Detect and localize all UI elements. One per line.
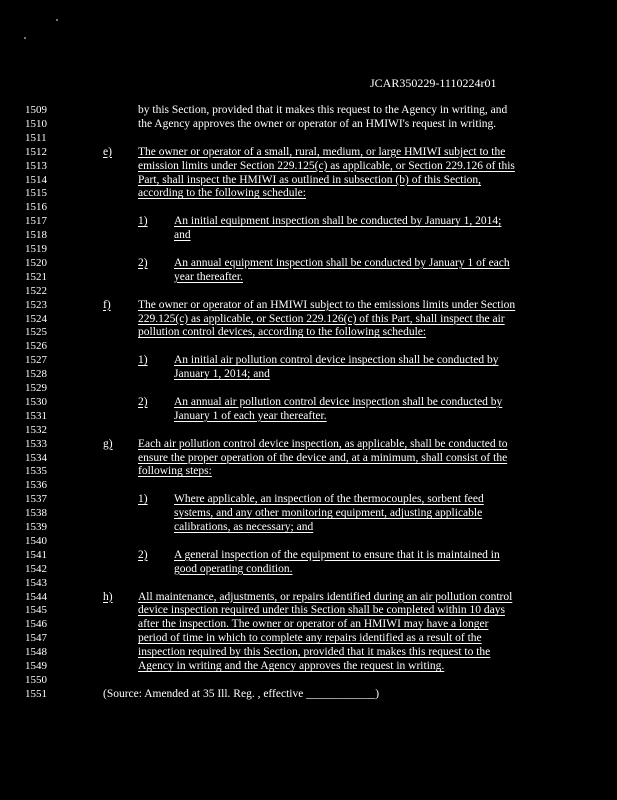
line-number: 1525 <box>25 326 47 339</box>
line-number: 1531 <box>25 409 47 422</box>
line-number: 1542 <box>25 562 47 575</box>
line-number: 1510 <box>25 117 47 130</box>
line-text: The owner or operator of an HMIWI subject to the emissions limits under Section <box>138 298 516 311</box>
line-text: January 1, 2014; and <box>174 368 270 381</box>
line-text: and <box>174 229 191 242</box>
line-text: the Agency approves the owner or operator of an HMIWI's request in writing. <box>138 117 497 130</box>
list-marker: 2) <box>138 395 148 408</box>
line-text: Each air pollution control device inspection, as applicable, shall be conducted to <box>138 437 508 450</box>
line-number: 1540 <box>25 534 47 547</box>
line-number: 1519 <box>25 243 47 255</box>
line-number: 1546 <box>25 618 47 631</box>
line-text: inspection required by this Section, provided that it makes this request to the <box>138 646 491 659</box>
line-number: 1512 <box>25 145 47 158</box>
line-number: 1528 <box>25 368 47 381</box>
list-marker: f) <box>103 298 111 311</box>
line-number: 1545 <box>25 604 47 617</box>
line-text: All maintenance, adjustments, or repairs identified during an air pollution control <box>138 590 513 603</box>
line-text: 229.125(c) as applicable, or Section 229.126(c) of this Part, shall inspect the air <box>138 312 505 325</box>
line-text: An initial equipment inspection shall be conducted by January 1, 2014; <box>174 215 502 228</box>
list-marker: h) <box>103 590 113 603</box>
line-number: 1511 <box>25 131 47 144</box>
line-text: ensure the proper operation of the device and, at a minimum, shall consist of the <box>138 451 508 464</box>
list-marker: e) <box>103 145 112 158</box>
line-text: Where applicable, an inspection of the thermocouples, sorbent feed <box>174 493 484 506</box>
line-text: year thereafter. <box>174 270 243 283</box>
line-number: 1550 <box>25 673 47 686</box>
line-number: 1535 <box>25 465 47 478</box>
line-number: 1548 <box>25 646 47 659</box>
line-number: 1532 <box>25 423 47 436</box>
line-text: good operating condition. <box>174 562 293 575</box>
line-number: 1543 <box>25 576 47 589</box>
line-text: device inspection required under this Section shall be completed within 10 days <box>138 604 505 617</box>
line-number: 1523 <box>25 298 47 311</box>
line-text: Part, shall inspect the HMIWI as outlined in subsection (b) of this Section, <box>138 173 482 186</box>
speck <box>24 37 26 39</box>
line-number: 1536 <box>25 479 47 492</box>
line-number: 1516 <box>25 201 47 214</box>
line-text: pollution control devices, according to the following schedule: <box>138 326 427 339</box>
line-number: 1527 <box>25 354 47 367</box>
line-number: 1547 <box>25 632 47 645</box>
list-marker: 1) <box>138 354 148 367</box>
line-text: January 1 of each year thereafter. <box>174 409 327 422</box>
line-number: 1541 <box>25 548 47 561</box>
line-text: period of time in which to complete any repairs identified as a result of the <box>138 632 482 645</box>
line-text: An annual equipment inspection shall be conducted by January 1 of each <box>174 256 510 269</box>
line-text: An initial air pollution control device inspection shall be conducted by <box>174 354 499 367</box>
line-number: 1551 <box>25 687 47 700</box>
line-number: 1539 <box>25 521 47 533</box>
line-number: 1522 <box>25 284 47 297</box>
line-text: Agency in writing and the Agency approves the request in writing. <box>138 660 445 672</box>
line-text: following steps: <box>138 465 212 478</box>
line-number: 1515 <box>25 187 47 200</box>
line-number: 1517 <box>25 215 47 228</box>
line-text: by this Section, provided that it makes this request to the Agency in writing, and <box>138 104 508 116</box>
line-text: An annual air pollution control device inspection shall be conducted by <box>174 395 503 408</box>
speck <box>56 19 58 21</box>
list-marker: 1) <box>138 215 148 228</box>
list-marker: 1) <box>138 493 148 506</box>
list-marker: 2) <box>138 256 148 269</box>
line-text: systems, and any other monitoring equipment, adjusting applicable <box>174 507 483 520</box>
line-text: The owner or operator of a small, rural, medium, or large HMIWI subject to the <box>138 145 506 158</box>
line-text: after the inspection. The owner or operator of an HMIWI may have a longer <box>138 618 489 631</box>
line-text: (Source: Amended at 35 Ill. Reg. , effective ____________) <box>103 687 380 700</box>
line-text: according to the following schedule: <box>138 187 306 200</box>
line-number: 1530 <box>25 395 47 408</box>
line-text: emission limits under Section 229.125(c) as applicable, or Section 229.126 of this <box>138 159 515 172</box>
line-number: 1521 <box>25 270 47 283</box>
line-number: 1544 <box>25 590 47 603</box>
line-number: 1513 <box>25 159 47 172</box>
document-id-header: JCAR350229-1110224r01 <box>370 76 497 90</box>
line-number: 1520 <box>25 256 47 269</box>
line-text: A general inspection of the equipment to ensure that it is maintained in <box>174 548 500 561</box>
line-number: 1549 <box>25 660 47 672</box>
line-number: 1538 <box>25 507 47 520</box>
scan-specks <box>20 18 80 48</box>
line-number: 1518 <box>25 229 47 242</box>
list-marker: g) <box>103 437 113 450</box>
line-number: 1529 <box>25 382 47 394</box>
line-number: 1534 <box>25 451 47 464</box>
line-number: 1514 <box>25 173 47 186</box>
line-number: 1524 <box>25 312 47 325</box>
list-marker: 2) <box>138 548 148 561</box>
line-number: 1533 <box>25 437 47 450</box>
line-text: calibrations, as necessary; and <box>174 521 314 533</box>
line-number: 1537 <box>25 493 47 506</box>
line-number: 1509 <box>25 104 47 116</box>
line-number: 1526 <box>25 340 47 353</box>
